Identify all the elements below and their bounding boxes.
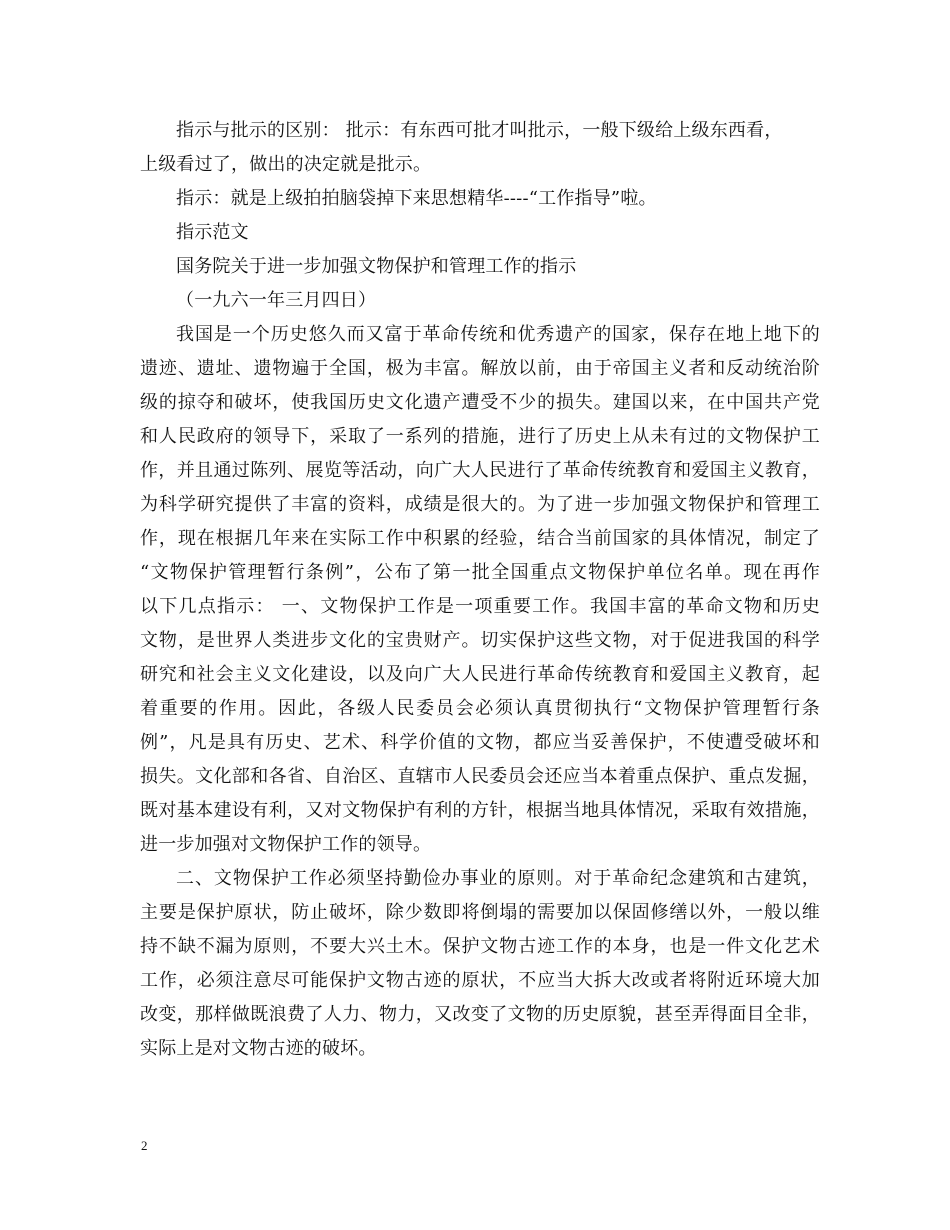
page-number: 2	[141, 1138, 148, 1153]
text-line: 指示：就是上级拍拍脑袋掉下来思想精华----“工作指导”啦。	[176, 188, 657, 209]
text-line: 损失。文化部和各省、自治区、直辖市人民委员会还应当本着重点保护、重点发掘，	[140, 766, 820, 787]
document-date: （一九六一年三月四日）	[176, 290, 377, 311]
text-line: 和人民政府的领导下，采取了一系列的措施，进行了历史上从未有过的文物保护工	[140, 426, 820, 447]
text-line: 指示与批示的区别： 批示：有东西可批才叫批示，一般下级给上级东西看，	[176, 120, 783, 141]
text-line: 级的掠夺和破坏，使我国历史文化遗产遭受不少的损失。建国以来，在中国共产党	[140, 392, 820, 413]
text-line: “文物保护管理暂行条例”，公布了第一批全国重点文物保护单位名单。现在再作	[140, 562, 820, 583]
text-line: 研究和社会主义文化建设，以及向广大人民进行革命传统教育和爱国主义教育，起	[140, 664, 820, 685]
text-line: 为科学研究提供了丰富的资料，成绩是很大的。为了进一步加强文物保护和管理工	[140, 494, 820, 515]
text-line: 我国是一个历史悠久而又富于革命传统和优秀遗产的国家，保存在地上地下的	[176, 324, 820, 345]
text-line: 实际上是对文物古迹的破坏。	[140, 1038, 377, 1059]
text-line: 遗迹、遗址、遗物遍于全国，极为丰富。解放以前，由于帝国主义者和反动统治阶	[140, 358, 820, 379]
text-line: 以下几点指示： 一、文物保护工作是一项重要工作。我国丰富的革命文物和历史	[140, 596, 820, 617]
text-line: 改变，那样做既浪费了人力、物力，又改变了文物的历史原貌，甚至弄得面目全非，	[140, 1004, 820, 1025]
text-line: 持不缺不漏为原则，不要大兴土木。保护文物古迹工作的本身，也是一件文化艺术	[140, 936, 820, 957]
text-line: 工作，必须注意尽可能保护文物古迹的原状，不应当大拆大改或者将附近环境大加	[140, 970, 820, 991]
text-line: 作，并且通过陈列、展览等活动，向广大人民进行了革命传统教育和爱国主义教育，	[140, 460, 820, 481]
text-line: 进一步加强对文物保护工作的领导。	[140, 834, 432, 855]
document-body	[140, 114, 820, 1066]
text-line: 着重要的作用。因此，各级人民委员会必须认真贯彻执行“文物保护管理暂行条	[140, 698, 820, 719]
text-line: 上级看过了，做出的决定就是批示。	[140, 154, 432, 175]
text-line: 二、文物保护工作必须坚持勤俭办事业的原则。对于革命纪念建筑和古建筑，	[176, 868, 820, 889]
text-line: 作，现在根据几年来在实际工作中积累的经验，结合当前国家的具体情况，制定了	[140, 528, 820, 549]
text-line: 例”，凡是具有历史、艺术、科学价值的文物，都应当妥善保护，不使遭受破坏和	[140, 732, 820, 753]
text-line: 文物，是世界人类进步文化的宝贵财产。切实保护这些文物，对于促进我国的科学	[140, 630, 820, 651]
document-title: 国务院关于进一步加强文物保护和管理工作的指示	[176, 256, 577, 277]
text-line: 主要是保护原状，防止破坏，除少数即将倒塌的需要加以保固修缮以外，一般以维	[140, 902, 820, 923]
text-line: 既对基本建设有利，又对文物保护有利的方针，根据当地具体情况，采取有效措施，	[140, 800, 820, 821]
section-heading: 指示范文	[176, 222, 249, 243]
